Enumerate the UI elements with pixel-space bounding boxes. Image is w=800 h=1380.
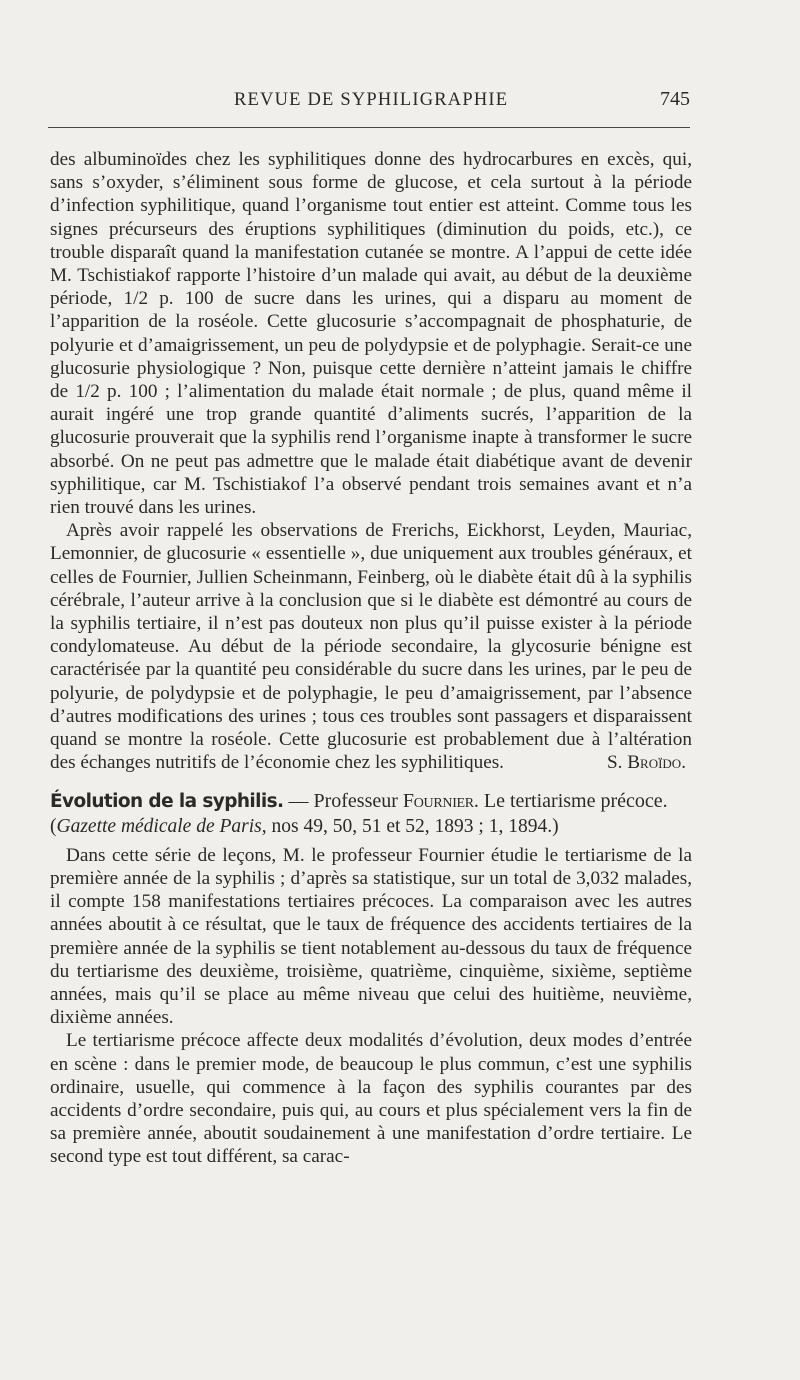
author-signature: S. Broïdo. — [606, 752, 686, 774]
source-issues: , nos 49, 50, 51 et 52, 1893 ; 1, 1894.) — [261, 815, 559, 837]
article-body — [50, 844, 692, 1169]
header-rule — [48, 127, 690, 128]
page-header — [48, 88, 690, 118]
running-title: REVUE DE SYPHILIGRAPHIE — [234, 90, 509, 110]
page-number: 745 — [660, 88, 690, 110]
body-text — [50, 148, 692, 1169]
article-author: Fournier — [402, 789, 474, 812]
article-source — [50, 815, 692, 838]
article-heading — [50, 788, 692, 815]
article-title: Évolution de la syphilis. — [50, 790, 284, 812]
source-journal: Gazette médicale de Paris — [56, 815, 262, 837]
article-subtitle: . Le tertiarisme précoce. — [473, 789, 668, 812]
paragraph-2: Après avoir rappelé les observations de Frerichs, Eickhorst, Leyden, Mauriac, Lemonnier, de glucosurie « essentielle », due uniquement aux troubles généraux, et celles de Fournier, Jullien Scheinmann, Feinberg, où le diabète était dû à la syphilis cérébrale, l’auteur arrive à la conclusion que si le diabète est démontré au cours de la syphilis tertiaire, il n’est pas douteux non plus qu’il puisse exister à la période condylomateuse. Au début de la période secondaire, la glycosurie bénigne est caractérisée par la quantité peu considérable du sucre dans les urines, par le peu de polyurie, de polydypsie et de polyphagie, le peu d’amaigrissement, par l’absence d’autres modifications des urines ; tous ces troubles sont passagers et disparaissent quand se montre la roséole. Cette glucosurie est probablement due à l’altération des échanges nutritifs de l’économie chez les syphilitiques. — [50, 520, 692, 774]
paragraph-3: Dans cette série de leçons, M. le professeur Fournier étudie le tertiarisme de la première année de la syphilis ; d’après sa statistique, sur un total de 3,032 malades, il compte 158 manifestations tertiaires précoces. La comparaison avec les autres années aboutit à ce résultat, que le taux de fréquence des accidents tertiaires de la première année de la syphilis se tient notablement au-dessous du taux de fréquence du tertiarisme des deuxième, troisième, quatrième, cinquième, sixième, septième années, mais qu’il se place au même niveau que celui des huitième, neuvième, dixième années. — [50, 844, 692, 1029]
paragraph-4: Le tertiarisme précoce affecte deux modalités d’évolution, deux modes d’entrée en scène : dans le premier mode, de beaucoup le plus commun, c’est une syphilis ordinaire, usuelle, qui commence à la façon des syphilis courantes par des accidents d’ordre secondaire, puis qui, au cours et plus spécialement vers la fin de sa première année, aboutit soudainement à une manifestation d’ordre tertiaire. Le second type est tout différent, sa carac- — [50, 1030, 692, 1168]
heading-dash: — Professeur — [283, 789, 403, 812]
source-open: ( — [50, 815, 57, 837]
paragraph-1: des albuminoïdes chez les syphilitiques donne des hydrocarbures en excès, qui, sans s’oxyder, s’éliminent sous forme de glucose, et cela surtout à la période d’infection syphilitique, quand l’organisme tout entier est atteint. Comme tous les signes précurseurs des éruptions syphilitiques (diminution du poids, etc.), ce trouble disparaît quand la manifestation cutanée se montre. A l’appui de cette idée M. Tschistiakof rapporte l’histoire d’un malade qui avait, au début de la deuxième période, 1/2 p. 100 de sucre dans les urines, qui a disparu au moment de l’apparition de la roséole. Cette glucosurie s’accompagnait de phosphaturie, de polyurie et d’amaigrissement, un peu de polydypsie et de polyphagie. Serait-ce une glucosurie physiologique ? Non, puisque cette dernière n’atteint jamais le chiffre de 1/2 p. 100 ; l’alimentation du malade était normale ; de plus, quand même il aurait ingéré une trop grande quantité d’aliments sucrés, l’apparition de la glucosurie prouverait que la syphilis rend l’organisme inapte à transformer le sucre absorbé. On ne peut pas admettre que le malade était diabétique avant de devenir syphilitique, car M. Tschistiakof l’a observé pendant trois semaines avant et n’a rien trouvé dans les urines. — [50, 149, 692, 519]
